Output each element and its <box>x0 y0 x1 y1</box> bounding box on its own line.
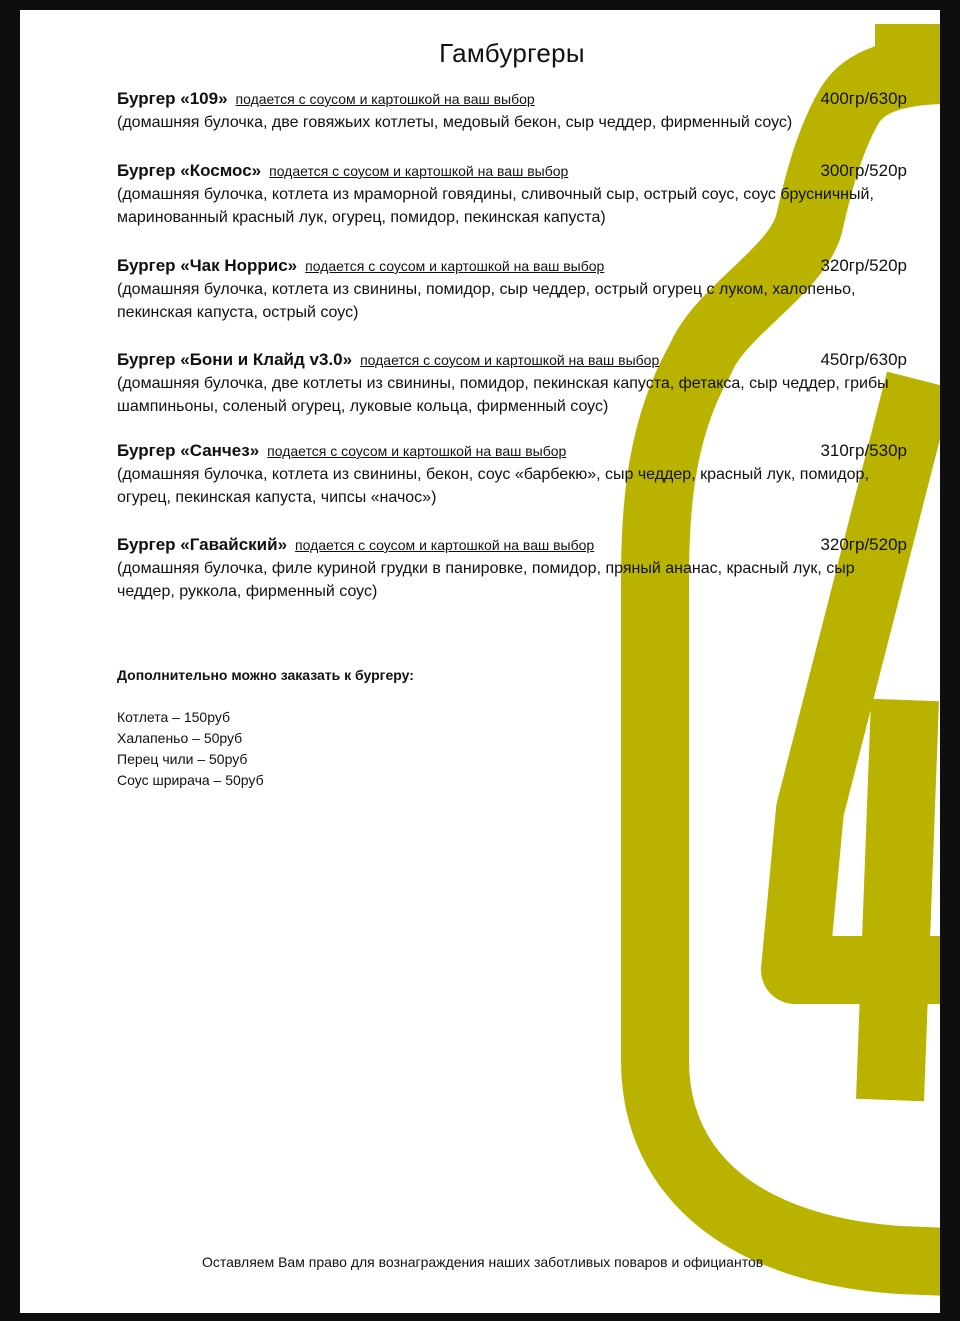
item-name: Бургер «109» <box>117 89 228 108</box>
item-note: подается с соусом и картошкой на ваш выбор <box>267 443 567 459</box>
menu-page <box>20 10 940 1313</box>
extras-item: Халапеньо – 50руб <box>117 730 243 746</box>
menu-item-kosmos <box>117 160 907 229</box>
item-price: 310гр/530р <box>820 441 907 460</box>
menu-item-chuck-norris <box>117 255 907 324</box>
item-description: (домашняя булочка, филе куриной грудки в панировке, помидор, пряный ананас, красный лук, сыр чеддер, руккола, фирменный соус) <box>117 560 855 600</box>
extras-item: Перец чили – 50руб <box>117 751 248 767</box>
extras-title: Дополнительно можно заказать к бургеру: <box>117 667 414 683</box>
extras-list <box>117 707 264 791</box>
menu-item-109 <box>117 88 907 134</box>
item-note: подается с соусом и картошкой на ваш выбор <box>269 163 569 179</box>
item-name: Бургер «Чак Норрис» <box>117 256 298 275</box>
item-name: Бургер «Гавайский» <box>117 535 288 554</box>
item-note: подается с соусом и картошкой на ваш выбор <box>235 91 535 107</box>
item-name: Бургер «Бони и Клайд v3.0» <box>117 350 353 369</box>
footer-note: Оставляем Вам право для вознаграждения наших заботливых поваров и официантов <box>202 1254 764 1270</box>
item-price: 400гр/630р <box>820 89 907 108</box>
item-price: 320гр/520р <box>820 535 907 554</box>
menu-content <box>20 10 940 1313</box>
menu-item-sanchez <box>117 440 907 509</box>
item-price: 320гр/520р <box>820 256 907 275</box>
item-note: подается с соусом и картошкой на ваш выбор <box>360 352 660 368</box>
page-title: Гамбургеры <box>439 38 585 68</box>
item-note: подается с соусом и картошкой на ваш выбор <box>295 537 595 553</box>
item-description: (домашняя булочка, две говяжьих котлеты, медовый бекон, сыр чеддер, фирменный соус) <box>117 114 793 131</box>
item-name: Бургер «Санчез» <box>117 441 260 460</box>
extras-item: Котлета – 150руб <box>117 709 230 725</box>
menu-item-bonnie-clyde <box>117 349 907 418</box>
menu-item-hawaiian <box>117 534 907 603</box>
item-price: 300гр/520р <box>820 161 907 180</box>
item-description: (домашняя булочка, котлета из свинины, помидор, сыр чеддер, острый огурец с луком, халопеньо, пекинская капуста, острый соус) <box>117 281 856 321</box>
item-description: (домашняя булочка, две котлеты из свинины, помидор, пекинская капуста, фетакса, сыр чеддер, грибы шампиньоны, соленый огурец, луковые кольца, фирменный соус) <box>117 375 889 415</box>
extras-item: Соус шрирача – 50руб <box>117 772 264 788</box>
item-description: (домашняя булочка, котлета из мраморной говядины, сливочный сыр, острый соус, соус брусничный, маринованный красный лук, огурец, помидор, пекинская капуста) <box>117 186 874 226</box>
item-note: подается с соусом и картошкой на ваш выбор <box>305 258 605 274</box>
item-name: Бургер «Космос» <box>117 161 262 180</box>
item-description: (домашняя булочка, котлета из свинины, бекон, соус «барбекю», сыр чеддер, красный лук, помидор, огурец, пекинская капуста, чипсы «начос») <box>117 466 869 506</box>
item-price: 450гр/630р <box>820 350 907 369</box>
